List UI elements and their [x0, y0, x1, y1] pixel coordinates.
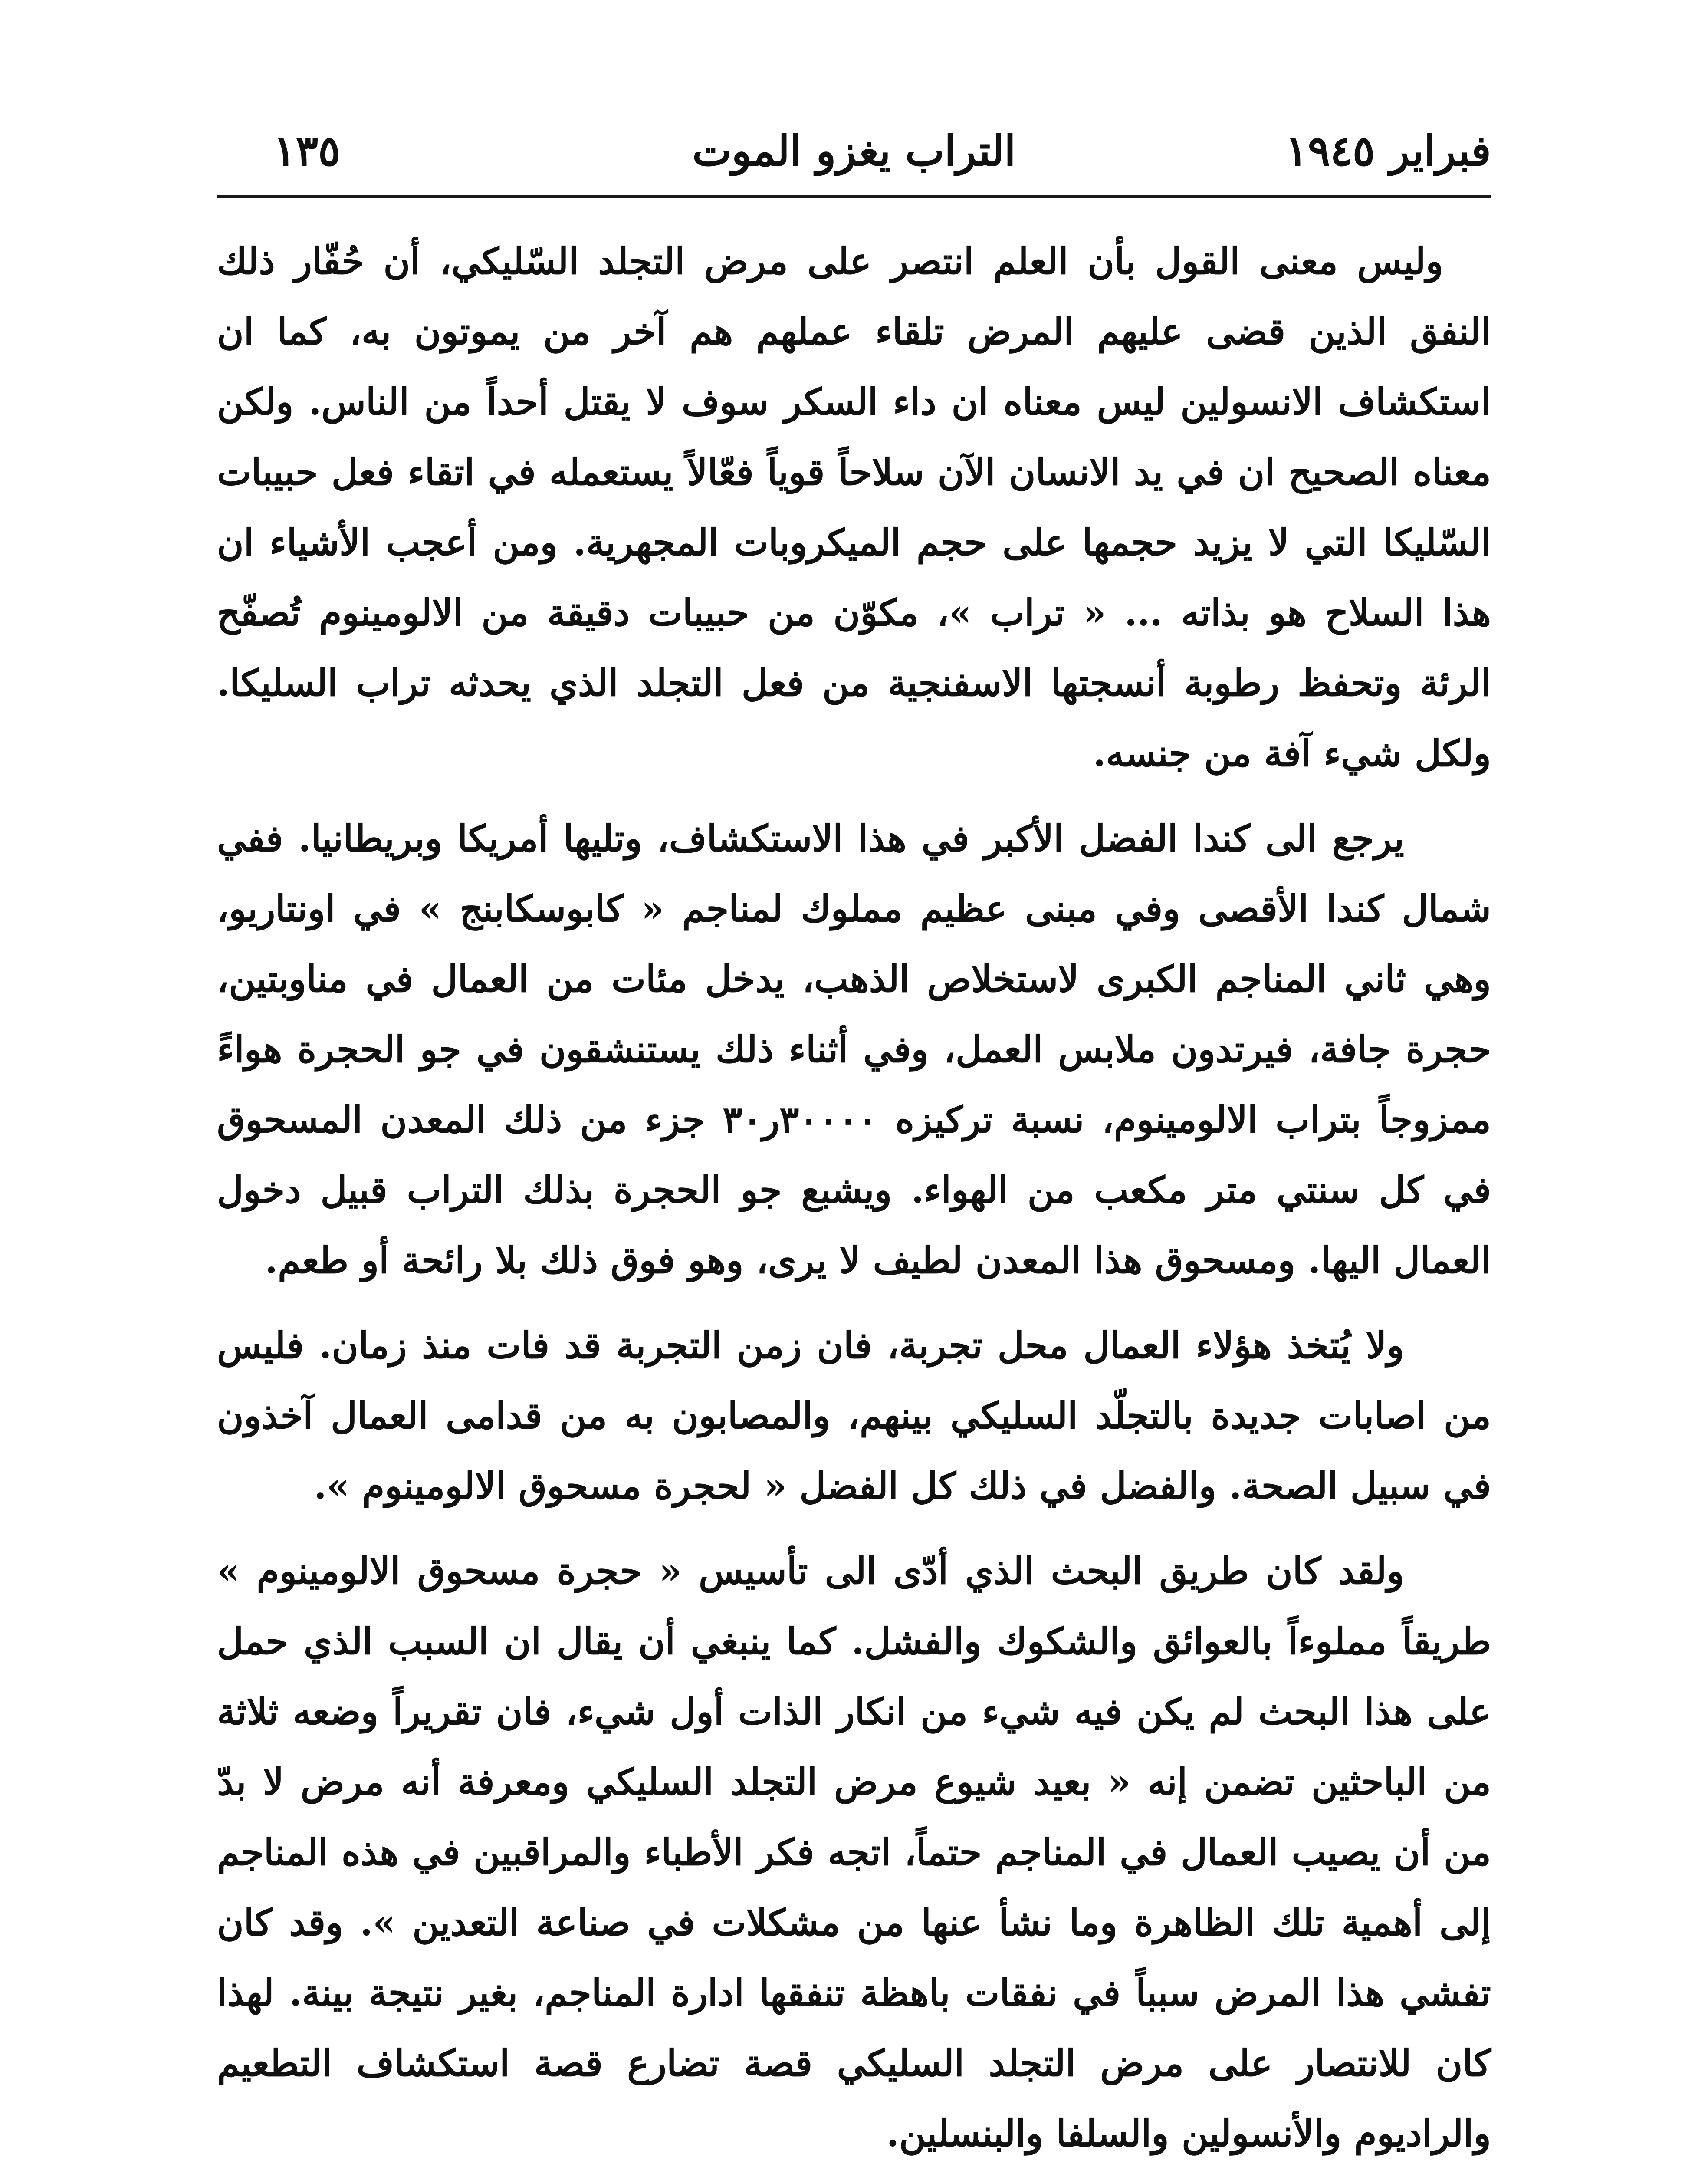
page-number: ١٣٥: [273, 126, 341, 175]
paragraph: ولا يُتخذ هؤلاء العمال محل تجربة، فان زمن التجربة قد فات منذ زمان. فليس من اصابات جديدة بالتجلّد السليكي بينهم، والمصابون به من قدامى العمال آخذون في سبيل الصحة. والفضل في ذلك كل الفضل « لحجرة مسحوق الالومينوم ».: [217, 1324, 1491, 1507]
article-body: [217, 226, 1491, 2170]
paragraph: يرجع الى كندا الفضل الأكبر في هذا الاستكشاف، وتليها أمريكا وبريطانيا. ففي شمال كندا الأقصى وفي مبنى عظيم مملوك لمناجم « كابوسكابنج » في اونتاريو، وهي ثاني المناجم الكبرى لاستخلاص الذهب، يدخل مئات من العمال في مناوبتين، حجرة جافة، فيرتدون ملابس العمل، وفي أثناء ذلك يستنشقون في جو الحجرة هواءً ممزوجاً بتراب الالومينوم، نسبة تركيزه ٣٠٠٠٠ر٣٠ جزء من ذلك المعدن المسحوق في كل سنتي متر مكعب من الهواء. ويشبع جو الحجرة بذلك التراب قبيل دخول العمال اليها. ومسحوق هذا المعدن لطيف لا يرى، وهو فوق ذلك بلا رائحة أو طعم.: [217, 817, 1491, 1282]
issue-date: فبراير ١٩٤٥: [1285, 126, 1491, 175]
page-header: [217, 117, 1491, 195]
article-title: التراب يغزو الموت: [692, 126, 1016, 175]
paragraph: وليس معنى القول بأن العلم انتصر على مرض التجلد السّليكي، أن حُفّار ذلك النفق الذين قضى عليهم المرض تلقاء عملهم هم آخر من يموتون به، كما ان استكشاف الانسولين ليس معناه ان داء السكر سوف لا يقتل أحداً من الناس. ولكن معناه الصحيح ان في يد الانسان الآن سلاحاً قوياً فعّالاً يستعمله في اتقاء فعل حبيبات السّليكا التي لا يزيد حجمها على حجم الميكروبات المجهرية. ومن أعجب الأشياء ان هذا السلاح هو بذاته ... « تراب »، مكوّن من حبيبات دقيقة من الالومينوم تُصفّح الرئة وتحفظ رطوبة أنسجتها الاسفنجية من فعل التجلد الذي يحدثه تراب السليكا. ولكل شيء آفة من جنسه.: [217, 240, 1491, 775]
header-divider: [217, 195, 1491, 198]
paragraph: ولقد كان طريق البحث الذي أدّى الى تأسيس « حجرة مسحوق الالومينوم » طريقاً مملوءاً بالعوائق والشكوك والفشل. كما ينبغي أن يقال ان السبب الذي حمل على هذا البحث لم يكن فيه شيء من انكار الذات أول شيء، فان تقريراً وضعه ثلاثة من الباحثين تضمن إنه « بعيد شيوع مرض التجلد السليكي ومعرفة أنه مرض لا بدّ من أن يصيب العمال في المناجم حتماً، اتجه فكر الأطباء والمراقبين في هذه المناجم إلى أهمية تلك الظاهرة وما نشأ عنها من مشكلات في صناعة التعدين ». وقد كان تفشي هذا المرض سبباً في نفقات باهظة تنفقها ادارة المناجم، بغير نتيجة بينة. لهذا كان للانتصار على مرض التجلد السليكي قصة تضارع قصة استكشاف التطعيم والراديوم والأنسولين والسلفا والبنسلين.: [217, 1549, 1491, 2155]
